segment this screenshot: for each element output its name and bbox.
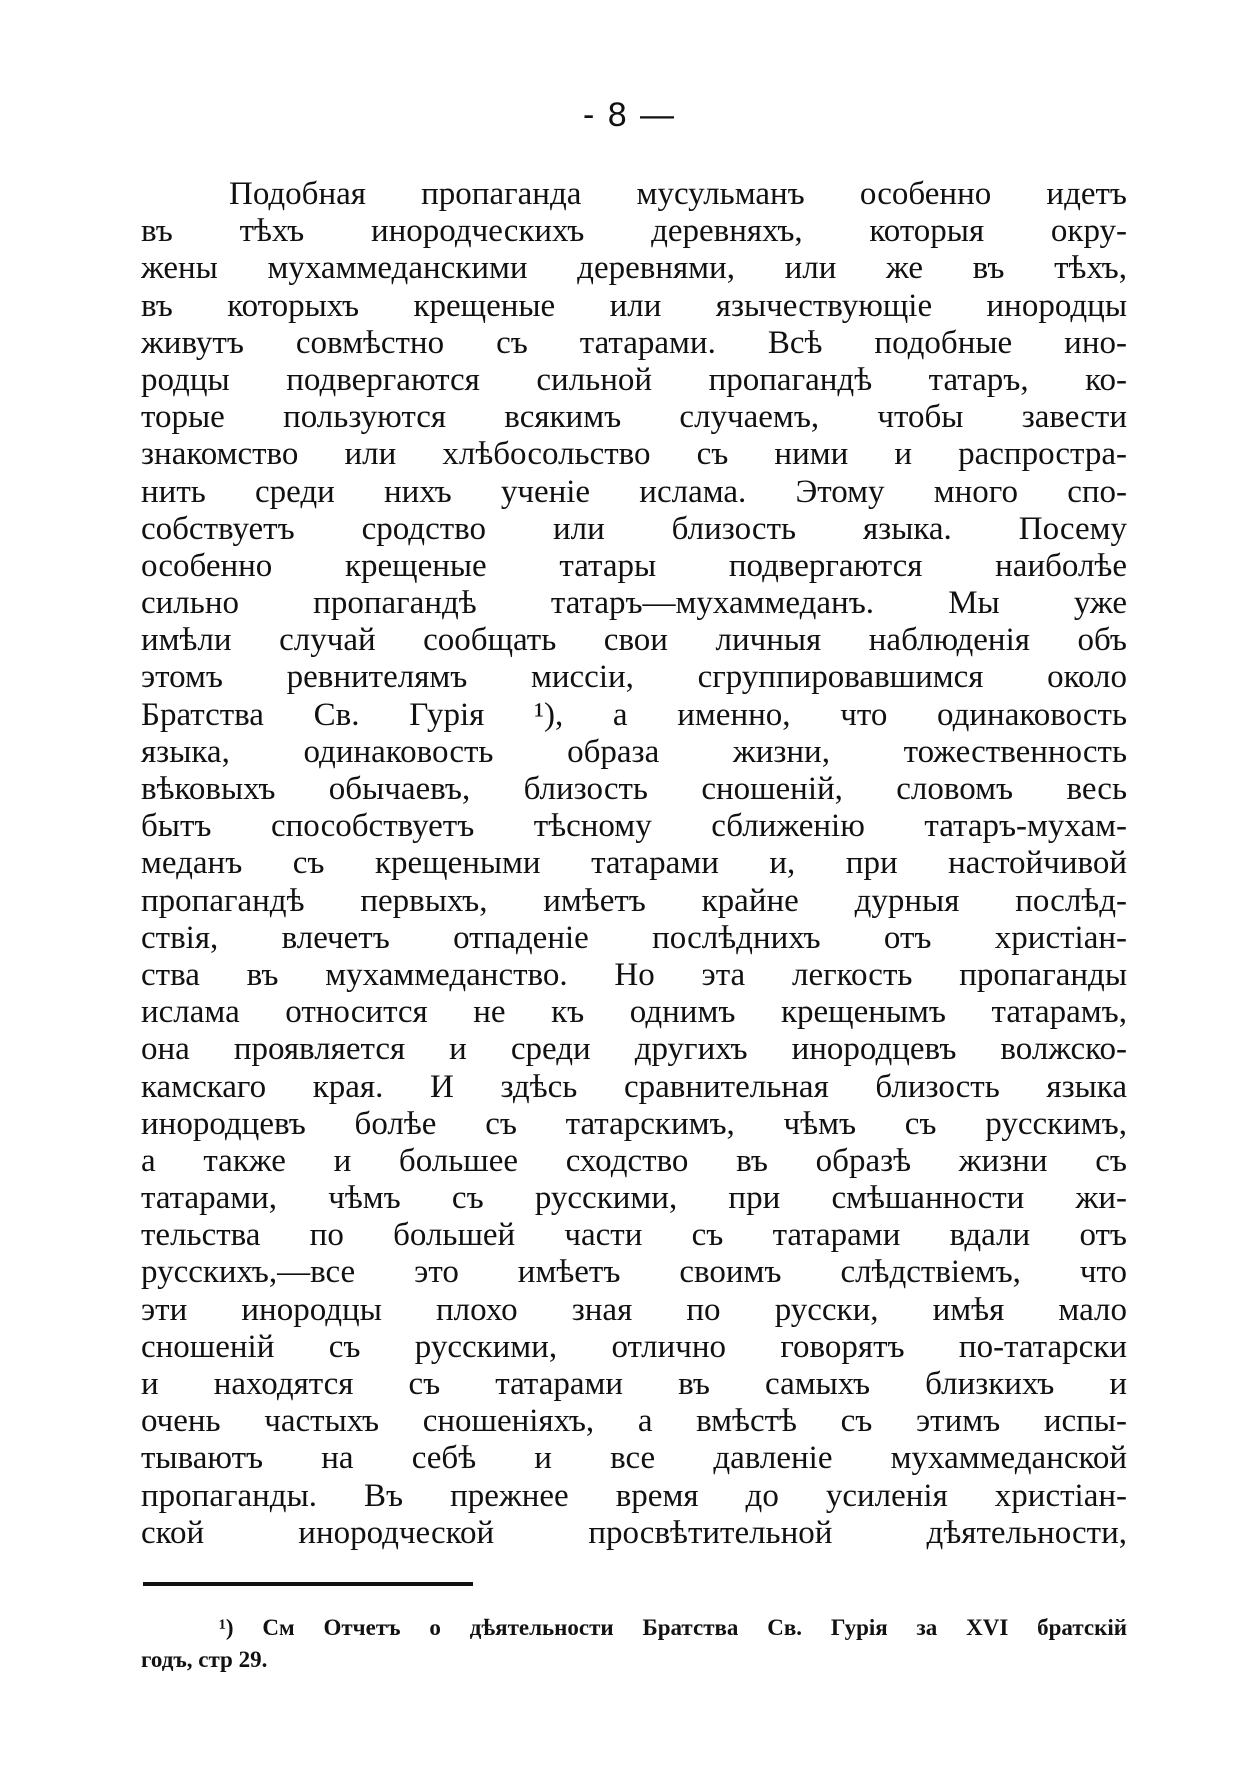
text-line: въ тѣхъ инородческихъ деревняхъ, которыя окру-: [141, 213, 1127, 250]
text-line: живутъ совмѣстно съ татарами. Всѣ подобные ино-: [141, 324, 1127, 361]
text-line: очень частыхъ сношеніяхъ, а вмѣстѣ съ этимъ испы-: [141, 1403, 1127, 1440]
text-line: сильно пропагандѣ татаръ—мухаммеданъ. Мы уже: [141, 585, 1127, 622]
page-number: - 8 —: [582, 96, 677, 134]
body-text: [141, 176, 1127, 1552]
text-line: меданъ съ крещеными татарами и, при настойчивой: [141, 845, 1127, 882]
text-line: камскаго края. И здѣсь сравнительная близость языка: [141, 1068, 1127, 1105]
text-line: тельства по большей части съ татарами вдали отъ: [141, 1217, 1127, 1254]
text-line: родцы подвергаются сильной пропагандѣ татаръ, ко-: [141, 361, 1127, 398]
text-line: нить среди нихъ ученіе ислама. Этому много спо-: [141, 473, 1127, 510]
text-line: пропагандѣ первыхъ, имѣетъ крайне дурныя послѣд-: [141, 882, 1127, 919]
text-line: ской инородческой просвѣтительной дѣятельности,: [141, 1514, 1127, 1551]
text-line: ствія, влечетъ отпаденіе послѣднихъ отъ христіан-: [141, 919, 1127, 956]
text-line: торые пользуются всякимъ случаемъ, чтобы завести: [141, 399, 1127, 436]
footnote-line: ¹) См Отчетъ о дѣятельности Братства Св. Гурія за XVI братскій: [219, 1615, 1127, 1640]
text-line: знакомство или хлѣбосольство съ ними и распростра-: [141, 436, 1127, 473]
text-line: собствуетъ сродство или близость языка. Посему: [141, 510, 1127, 547]
text-line: пропаганды. Въ прежнее время до усиленія христіан-: [141, 1477, 1127, 1514]
text-line: а также и большее сходство въ образѣ жизни съ: [141, 1142, 1127, 1179]
text-line: Подобная пропаганда мусульманъ особенно идетъ: [229, 176, 1127, 212]
text-line: ислама относится не къ однимъ крещенымъ татарамъ,: [141, 994, 1127, 1031]
text-line: вѣковыхъ обычаевъ, близость сношеній, словомъ весь: [141, 771, 1127, 807]
text-line: она проявляется и среди другихъ инородцевъ волжско-: [141, 1031, 1127, 1068]
text-line: особенно крещеные татары подвергаются наиболѣе: [141, 547, 1127, 584]
footnote: [141, 1612, 1127, 1676]
text-line: сношеній съ русскими, отлично говорятъ по-татарски: [141, 1328, 1127, 1365]
text-line: инородцевъ болѣе съ татарскимъ, чѣмъ съ русскимъ,: [141, 1105, 1127, 1142]
text-line: этомъ ревнителямъ миссіи, сгруппировавшимся около: [141, 659, 1127, 696]
text-line: ства въ мухаммеданство. Но эта легкость пропаганды: [141, 956, 1127, 993]
text-line: и находятся съ татарами въ самыхъ близкихъ и: [141, 1366, 1127, 1402]
text-line: эти инородцы плохо зная по русски, имѣя мало: [141, 1291, 1127, 1328]
text-line: тываютъ на себѣ и все давленіе мухаммеданской: [141, 1440, 1127, 1477]
text-line: жены мухаммеданскими деревнями, или же въ тѣхъ,: [141, 250, 1127, 287]
text-line: языка, одинаковость образа жизни, тожественность: [141, 733, 1127, 770]
footnote-line: годъ, стр 29.: [141, 1647, 268, 1672]
text-line: русскихъ,—все это имѣетъ своимъ слѣдствіемъ, что: [141, 1254, 1127, 1291]
text-line: въ которыхъ крещеные или язычествующіе инородцы: [141, 287, 1127, 324]
text-line: имѣли случай сообщать свои личныя наблюденія объ: [141, 622, 1127, 659]
text-line: бытъ способствуетъ тѣсному сближенію татаръ-мухам-: [141, 808, 1127, 845]
footnote-divider: [143, 1582, 473, 1586]
text-line: Братства Св. Гурія ¹), а именно, что одинаковость: [141, 696, 1127, 733]
text-line: татарами, чѣмъ съ русскими, при смѣшанности жи-: [141, 1180, 1127, 1217]
